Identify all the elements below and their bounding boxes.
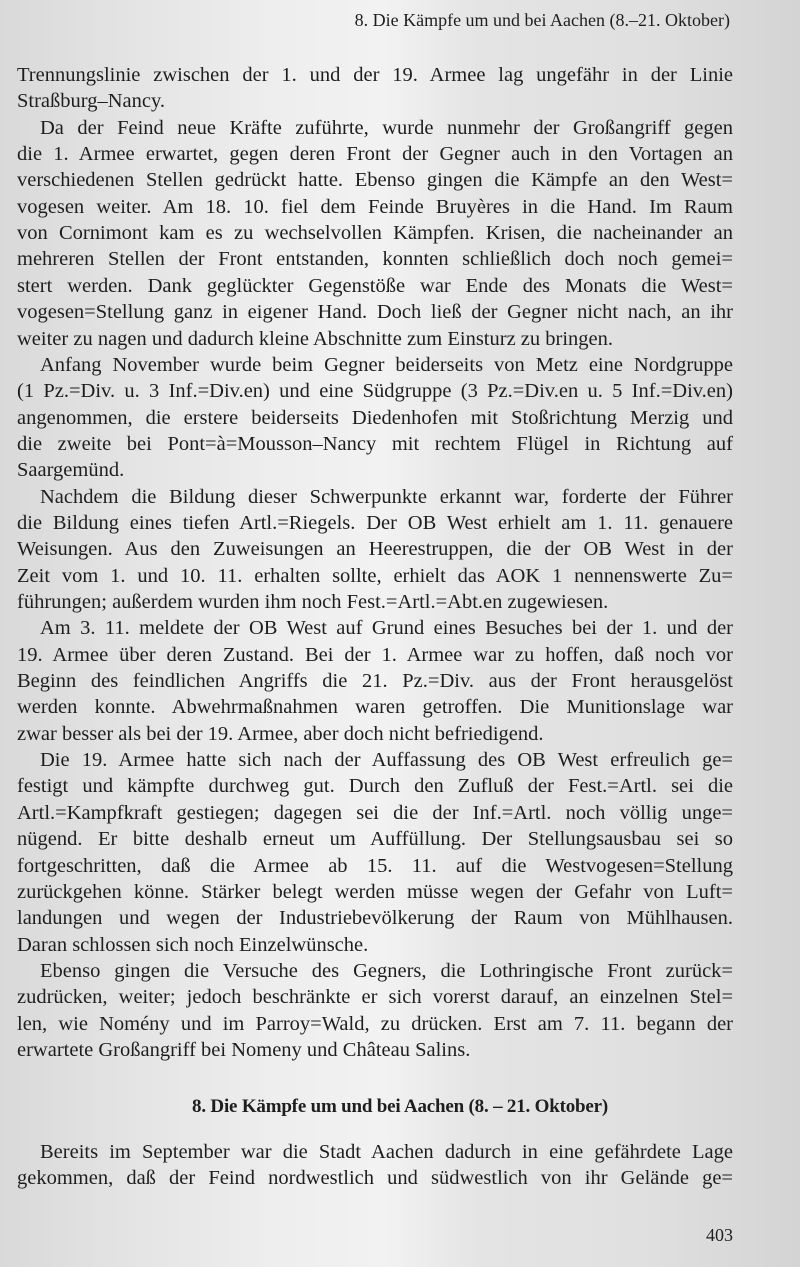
text-line: die zweite bei Pont=à=Mousson–Nancy mit rechtem Flügel in Richtung auf bbox=[17, 432, 733, 455]
text-line: nügend. Er bitte deshalb erneut um Auffüllung. Der Stellungsausbau sei so bbox=[17, 828, 733, 851]
text-line: Die 19. Armee hatte sich nach der Auffassung des OB West erfreulich ge= bbox=[40, 749, 733, 772]
text-line: (1 Pz.=Div. u. 3 Inf.=Div.en) und eine Südgruppe (3 Pz.=Div.en u. 5 Inf.=Div.en) bbox=[17, 380, 733, 403]
text-line: zurückgehen könne. Stärker belegt werden müsse wegen der Gefahr von Luft= bbox=[17, 880, 733, 903]
text-line: führungen; außerdem wurden ihm noch Fest.=Artl.=Abt.en zugewiesen. bbox=[17, 591, 609, 613]
text-line: Straßburg–Nancy. bbox=[17, 90, 166, 113]
text-line: Beginn des feindlichen Angriffs die 21. Pz.=Div. aus der Front herausgelöst bbox=[17, 670, 733, 693]
text-line: verschiedenen Stellen gedrückt hatte. Ebenso gingen die Kämpfe an den West= bbox=[17, 169, 733, 192]
text-line: Bereits im September war die Stadt Aachen dadurch in eine gefährdete Lage bbox=[40, 1141, 733, 1163]
text-line: Artl.=Kampfkraft gestiegen; dagegen sei die der Inf.=Artl. noch völlig unge= bbox=[17, 801, 733, 824]
text-line: mehreren Stellen der Front entstanden, konnten schließlich doch noch gemei= bbox=[17, 248, 733, 271]
text-line: von Cornimont kam es zu wechselvollen Kämpfen. Krisen, die nacheinander an bbox=[17, 222, 733, 245]
text-line: die Bildung eines tiefen Artl.=Riegels. Der OB West erhielt am 1. 11. genauere bbox=[17, 511, 733, 534]
page-number: 403 bbox=[706, 1225, 733, 1245]
text-line: landungen und wegen der Industriebevölkerung der Raum von Mühlhausen. bbox=[17, 907, 733, 930]
text-line: Ebenso gingen die Versuche des Gegners, die Lothringische Front zurück= bbox=[40, 959, 733, 982]
text-line: Am 3. 11. meldete der OB West auf Grund eines Besuches bei der 1. und der bbox=[40, 617, 733, 640]
running-head: 8. Die Kämpfe um und bei Aachen (8.–21. Oktober) bbox=[354, 10, 730, 30]
text-line: festigt und kämpfte durchweg gut. Durch den Zufluß der Fest.=Artl. sei die bbox=[17, 775, 733, 798]
text-line: len, wie Nomény und im Parroy=Wald, zu drücken. Erst am 7. 11. begann der bbox=[17, 1012, 733, 1035]
text-line: Saargemünd. bbox=[17, 459, 125, 482]
text-line: die 1. Armee erwartet, gegen deren Front der Gegner auch in den Vortagen an bbox=[17, 143, 733, 166]
text-line: Weisungen. Aus den Zuweisungen an Heerestruppen, die der OB West in der bbox=[17, 538, 733, 561]
text-line: Nachdem die Bildung dieser Schwerpunkte erkannt war, forderte der Führer bbox=[40, 485, 733, 508]
text-line: fortgeschritten, daß die Armee ab 15. 11. auf die Westvogesen=Stellung bbox=[17, 854, 733, 877]
text-line: zwar besser als bei der 19. Armee, aber doch nicht befriedigend. bbox=[17, 722, 544, 745]
text-line: vogesen weiter. Am 18. 10. fiel dem Feinde Bruyères in die Hand. Im Raum bbox=[17, 195, 733, 218]
text-line: Da der Feind neue Kräfte zuführte, wurde nunmehr der Großangriff gegen bbox=[40, 116, 733, 139]
text-line: erwartete Großangriff bei Nomeny und Château Salins. bbox=[17, 1038, 471, 1061]
text-line: vogesen=Stellung ganz in eigener Hand. Doch ließ der Gegner nicht nach, an ihr bbox=[17, 301, 733, 324]
text-line: zudrücken, weiter; jedoch beschränkte er sich vorerst darauf, an einzelnen Stel= bbox=[17, 986, 733, 1009]
text-line: Daran schlossen sich noch Einzelwünsche. bbox=[17, 933, 369, 956]
text-line: 19. Armee über deren Zustand. Bei der 1. Armee war zu hoffen, daß noch vor bbox=[17, 643, 733, 666]
text-line: Zeit vom 1. und 10. 11. erhalten sollte, erhielt das AOK 1 nennenswerte Zu= bbox=[17, 564, 733, 587]
section-heading: 8. Die Kämpfe um und bei Aachen (8. – 21. Oktober) bbox=[192, 1096, 608, 1117]
text-line: werden konnte. Abwehrmaßnahmen waren getroffen. Die Munitionslage war bbox=[17, 696, 733, 719]
text-line: angenommen, die erstere beiderseits Diedenhofen mit Stoßrichtung Merzig und bbox=[17, 406, 733, 429]
text-line: Trennungslinie zwischen der 1. und der 19. Armee lag ungefähr in der Linie bbox=[17, 64, 733, 86]
text-line: Anfang November wurde beim Gegner beiderseits von Metz eine Nordgruppe bbox=[40, 353, 733, 376]
text-line: weiter zu nagen und dadurch kleine Abschnitte zum Einsturz zu bringen. bbox=[17, 327, 614, 350]
text-line: gekommen, daß der Feind nordwestlich und südwestlich von ihr Gelände ge= bbox=[17, 1167, 733, 1190]
text-line: stert werden. Dank geglückter Gegenstöße war Ende des Monats die West= bbox=[17, 274, 733, 297]
